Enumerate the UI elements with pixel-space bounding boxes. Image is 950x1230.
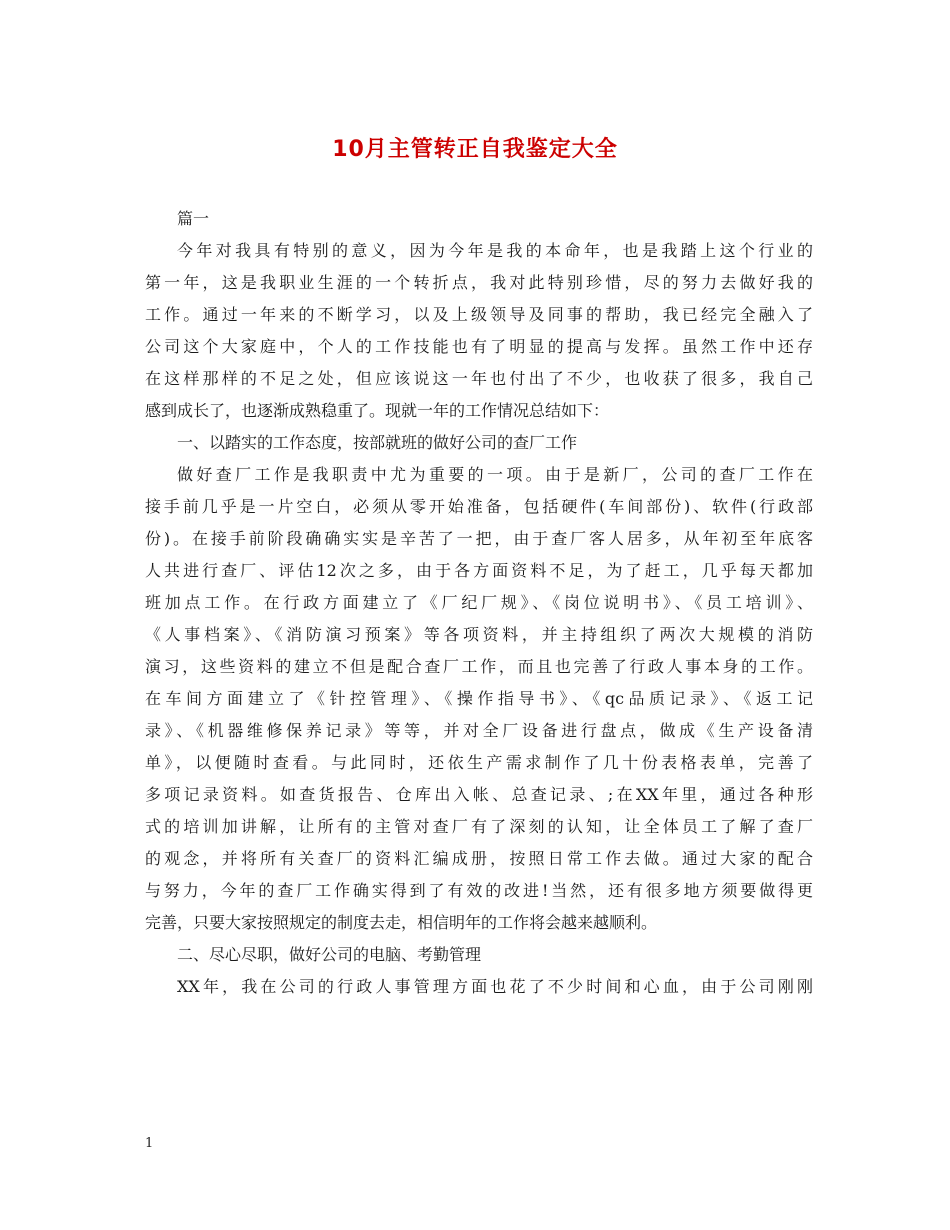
body-line: 式的培训加讲解，让所有的主管对查厂有了深刻的认知，让全体员工了解了查厂 — [145, 817, 813, 836]
body-line: 人共进行查厂、评估12次之多，由于各方面资料不足，为了赶工，几乎每天都加 — [145, 561, 813, 580]
body-line: 一、以踏实的工作态度，按部就班的做好公司的查厂工作 — [177, 433, 578, 452]
body-line: 单》，以便随时查看。与此同时，还依生产需求制作了几十份表格表单，完善了 — [145, 753, 813, 772]
body-line: 第一年，这是我职业生涯的一个转折点，我对此特别珍惜，尽的努力去做好我的 — [145, 273, 813, 292]
body-line: 多项记录资料。如查货报告、仓库出入帐、总查记录、;在XX年里，通过各种形 — [145, 785, 813, 804]
page-number: 1 — [145, 1136, 154, 1151]
body-line: 份)。在接手前阶段确确实实是辛苦了一把，由于查厂客人居多，从年初至年底客 — [145, 529, 813, 548]
page-title: 10月主管转正自我鉴定大全 — [332, 137, 618, 162]
body-line: 接手前几乎是一片空白，必须从零开始准备，包括硬件(车间部份)、软件(行政部 — [145, 497, 813, 516]
body-line: 录》、《机器维修保养记录》等等，并对全厂设备进行盘点，做成《生产设备清 — [145, 721, 813, 740]
body-line: 在车间方面建立了《针控管理》、《操作指导书》、《qc品质记录》、《返工记 — [145, 689, 813, 708]
body-line: 《人事档案》、《消防演习预案》等各项资料，并主持组织了两次大规模的消防 — [145, 625, 813, 644]
body-line: 今年对我具有特别的意义，因为今年是我的本命年，也是我踏上这个行业的 — [177, 241, 813, 260]
body-line: 公司这个大家庭中，个人的工作技能也有了明显的提高与发挥。虽然工作中还存 — [145, 337, 813, 356]
body-line: 二、尽心尽职，做好公司的电脑、考勤管理 — [177, 945, 482, 964]
body-line: 与努力，今年的查厂工作确实得到了有效的改进!当然，还有很多地方须要做得更 — [145, 881, 813, 900]
body-line: 完善，只要大家按照规定的制度去走，相信明年的工作将会越来越顺利。 — [145, 913, 658, 932]
body-line: 在这样那样的不足之处，但应该说这一年也付出了不少，也收获了很多，我自己 — [145, 369, 813, 388]
body-line: 感到成长了，也逐渐成熟稳重了。现就一年的工作情况总结如下： — [145, 401, 610, 420]
body-line: 篇一 — [177, 209, 210, 228]
body-line: 的观念，并将所有关查厂的资料汇编成册，按照日常工作去做。通过大家的配合 — [145, 849, 813, 868]
body-line: 做好查厂工作是我职责中尤为重要的一项。由于是新厂，公司的查厂工作在 — [177, 465, 813, 484]
body-line: 工作。通过一年来的不断学习，以及上级领导及同事的帮助，我已经完全融入了 — [145, 305, 813, 324]
body-line: 演习，这些资料的建立不但是配合查厂工作，而且也完善了行政人事本身的工作。 — [145, 657, 813, 676]
body-line: XX年，我在公司的行政人事管理方面也花了不少时间和心血，由于公司刚刚 — [177, 977, 813, 996]
document-body — [145, 203, 813, 1003]
body-line: 班加点工作。在行政方面建立了《厂纪厂规》、《岗位说明书》、《员工培训》、 — [145, 593, 813, 612]
